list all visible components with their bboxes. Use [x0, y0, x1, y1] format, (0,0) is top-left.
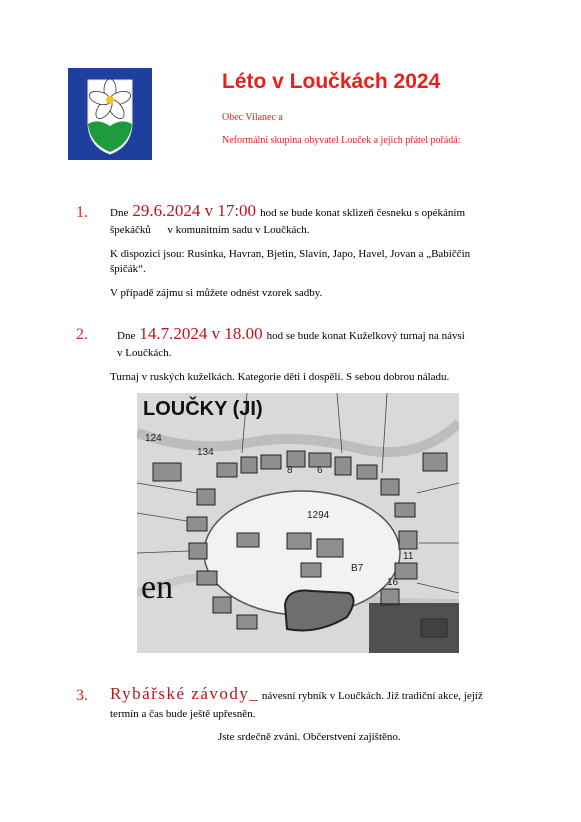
event-2-para1: Turnaj v ruských kuželkách. Kategorie děti i dospělí. S sebou dobrou náladu. — [110, 371, 450, 383]
event-1-date: 29.6.2024 v 17:00 — [132, 201, 257, 220]
event-1-para1-a: K dispozici jsou: Rusinka, Havran, Bjetin, Slavín, Japo, Havel, Jovan a „Babiččin — [110, 248, 471, 260]
map-parcel-label: 16 — [387, 577, 399, 588]
map-parcel-label: 6 — [317, 465, 323, 476]
event-2-date: 14.7.2024 v 18.00 — [139, 324, 263, 343]
event-1-headline — [110, 201, 465, 221]
historic-village-map — [137, 393, 459, 653]
map-fragment-label: en — [141, 569, 174, 606]
village-map-image — [137, 393, 459, 653]
organizer-line-2: Neformální skupina obyvatel Louček a jejich přátel pořádá: — [222, 135, 461, 146]
event-2-headline — [117, 324, 465, 344]
event-3-number: 3. — [76, 687, 88, 704]
organizer-line-1: Obec Vilanec a — [222, 112, 283, 123]
map-parcel-label: 11 — [403, 551, 414, 562]
event-3-text-b: termín a čas bude ještě upřesněn. — [110, 708, 256, 720]
municipal-coat-of-arms — [68, 68, 152, 160]
event-3-heading: Rybářské závody — [110, 684, 250, 703]
page-title: Léto v Loučkách 2024 — [222, 70, 441, 93]
event-1-prefix: Dne — [110, 207, 129, 219]
event-1-text-a: hod se bude konat sklizeň česneku s opékáním — [260, 207, 466, 219]
event-1-para1-b: špičák“. — [110, 263, 146, 275]
map-parcel-label: 124 — [145, 433, 162, 444]
event-1-text-b: špekáčků v komunitním sadu v Loučkách. — [110, 224, 310, 236]
event-3-headline: Rybářské závody_ návesní rybník v Loučkách. Již tradiční akce, jejíž — [110, 684, 483, 703]
event-2-text-b: v Loučkách. — [117, 347, 172, 359]
event-1-para2: V případě zájmu si můžete odnést vzorek sadby. — [110, 287, 323, 299]
map-parcel-label: 8 — [287, 465, 293, 476]
event-2-text-a: hod se bude konat Kuželkový turnaj na návsi — [266, 330, 465, 342]
map-title-label: LOUČKY (JI) — [143, 398, 263, 420]
event-2-number: 2. — [76, 326, 88, 343]
event-2-prefix: Dne — [117, 330, 136, 342]
event-3-text-a: návesní rybník v Loučkách. Již tradiční akce, jejíž — [261, 690, 483, 702]
map-parcel-label: B7 — [351, 563, 364, 574]
invitation-footer: Jste srdečně zváni. Občerstvení zajištěno. — [218, 731, 401, 743]
event-1-number: 1. — [76, 204, 88, 221]
map-parcel-label: 1294 — [307, 510, 330, 521]
map-parcel-label: 134 — [197, 447, 214, 458]
coat-of-arms-icon — [68, 68, 152, 160]
